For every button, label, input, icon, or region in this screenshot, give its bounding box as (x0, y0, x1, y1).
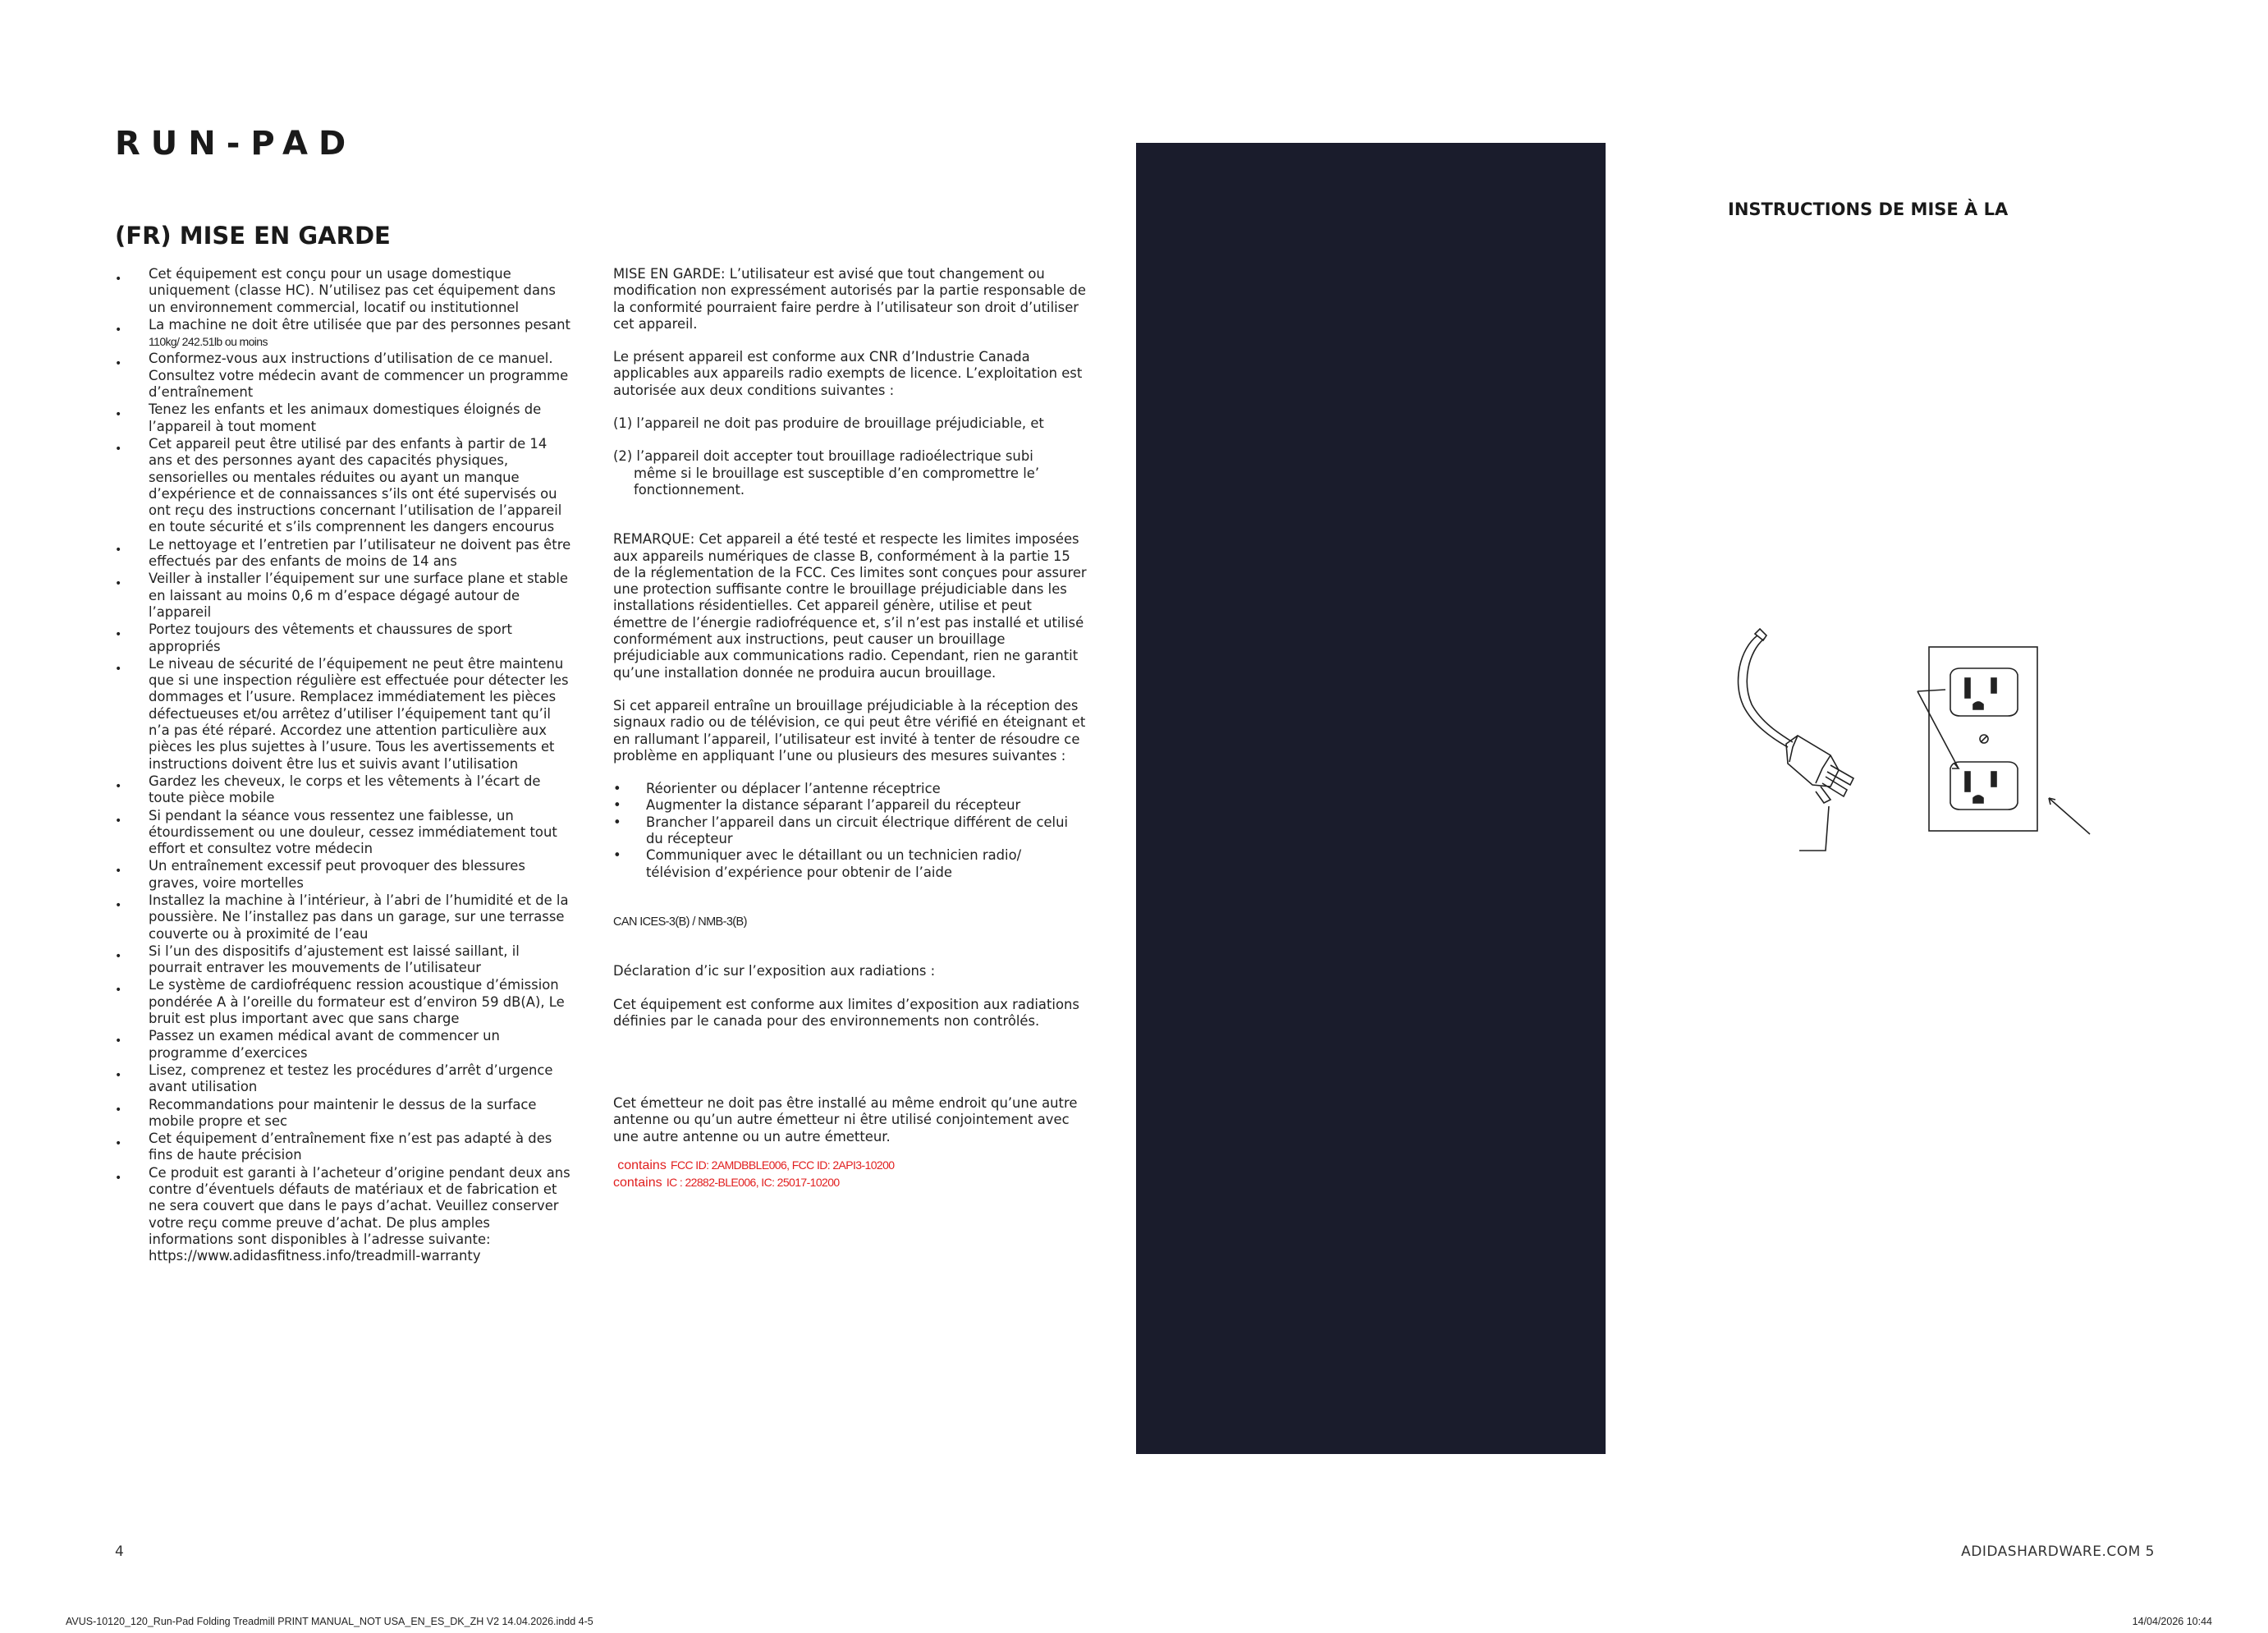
list-item (115, 622, 575, 655)
list-item (115, 892, 575, 943)
list-item (115, 1131, 575, 1164)
list-item (115, 773, 575, 807)
compliance-column (613, 266, 1089, 1192)
list-item (115, 1062, 575, 1096)
list-item-text: Recommandations pour maintenir le dessus de la surface mobile propre et sec (149, 1096, 537, 1129)
list-item-text: Conformez-vous aux instructions d’utilisation de ce manuel. Consultez votre médecin avant de commencer un programme d’entraînement (149, 351, 569, 401)
print-slug-filename: AVUS-10120_120_Run-Pad Folding Treadmill PRINT MANUAL_NOT USA_EN_ES_DK_ZH V2 14.04.2026.indd 4-5 (66, 1616, 593, 1627)
fcc-ids: FCC ID: 2AMDBBLE006, FCC ID: 2API3-10200 (671, 1158, 895, 1172)
list-item (115, 317, 575, 351)
page-number-left: 4 (115, 1544, 124, 1560)
dark-image-panel (1136, 143, 1606, 1454)
condition-1: (1) l’appareil ne doit pas produire de brouillage préjudiciable, et (613, 415, 1044, 432)
user-warning-paragraph: MISE EN GARDE: L’utilisateur est avisé que tout changement ou modification non expressément autorisés par la partie responsable de la conformité pourraient faire perdre à l’utilisateur son droit d’utiliser cet appareil. (613, 266, 1086, 332)
condition-2-line2: même si le brouillage est susceptible d’en compromettre le’ fonctionnement. (634, 465, 1040, 498)
list-item (115, 266, 575, 316)
list-item-text: Ce produit est garanti à l’acheteur d’origine pendant deux ans contre d’éventuels défauts de matériaux et de fabrication et ne sera couvert que dans le pays d’achat. Veuillez conserver votre reçu comme preuve d’achat. De plus amples informations sont disponibles à l’adresse suivante: https://www.adidasfitness.info/treadmill-warranty (149, 1164, 570, 1264)
list-item: • Réorienter ou déplacer l’antenne réceptrice (613, 781, 1089, 797)
list-item-text: Cet équipement d’entraînement fixe n’est pas adapté à des fins de haute précision (149, 1131, 552, 1163)
list-item (115, 401, 575, 435)
list-item-text: Cet appareil peut être utilisé par des enfants à partir de 14 ans et des personnes ayant des capacités physiques, sensorielles ou mentales réduites ou ayant un manque d’expérience et de connaissances s’ils ont été supervisés ou ont reçu des instructions concernant l’utilisation de l’appareil en toute sécurité et s’ils comprennent les dangers encourus (149, 435, 562, 535)
list-item-text: Veiller à installer l’équipement sur une surface plane et stable en laissant au moins 0,6 m d’espace dégagé autour de l’appareil (149, 571, 569, 620)
list-item (115, 943, 575, 977)
list-item-text: Tenez les enfants et les animaux domestiques éloignés de l’appareil à tout moment (149, 401, 542, 434)
list-item: • Communiquer avec le détaillant ou un technicien radio/ télévision d’expérience pour obtenir de l’aide (613, 847, 1089, 881)
measures-list (613, 781, 1089, 881)
list-item (115, 977, 575, 1027)
list-item (115, 1165, 575, 1265)
list-item (115, 858, 575, 892)
list-item-text: Un entraînement excessif peut provoquer des blessures graves, voire mortelles (149, 858, 525, 891)
list-item (115, 537, 575, 571)
fcc-id-line (613, 1157, 1089, 1174)
list-item-text: Le nettoyage et l’entretien par l’utilisateur ne doivent pas être effectués par des enfants de moins de 14 ans (149, 536, 571, 570)
fcc-remark-paragraph: REMARQUE: Cet appareil a été testé et respecte les limites imposées aux appareils numériques de classe B, conformément à la partie 15 de la réglementation de la FCC. Ces limites sont conçues pour assurer une protection suffisante contre le brouillage préjudiciable dans les installations résidentielles. Cet appareil génère, utilise et peut émettre de l’énergie radiofréquence et, s’il n’est pas installé et utilisé conformément aux instructions, peut causer un brouillage préjudiciable aux communications radio. Cependant, rien ne garantit qu’une installation donnée ne produira aucun brouillage. (613, 531, 1087, 681)
interference-paragraph: Si cet appareil entraîne un brouillage préjudiciable à la réception des signaux radio ou de télévision, ce qui peut être vérifié en éteignant et en rallumant l’appareil, l’utilisateur est invité à tenter de résoudre ce problème en appliquant l’une ou plusieurs des mesures suivantes : (613, 697, 1086, 764)
install-title: INSTRUCTIONS DE MISE À LA (1728, 200, 2009, 219)
list-item-text: Portez toujours des vêtements et chaussures de sport appropriés (149, 622, 512, 654)
weight-limit: 110kg/ 242.51lb ou moins (149, 335, 268, 349)
list-item (115, 1028, 575, 1062)
list-item-text: Passez un examen médical avant de commencer un programme d’exercices (149, 1028, 500, 1061)
brand-logo: RUN-PAD (115, 125, 357, 163)
page-footer-right: ADIDASHARDWARE.COM 5 (1961, 1544, 2155, 1560)
ic-id-line (613, 1174, 1089, 1191)
list-item (115, 808, 575, 858)
list-item-text: Gardez les cheveux, le corps et les vêtements à l’écart de toute pièce mobile (149, 773, 541, 806)
list-item-text: Le niveau de sécurité de l’équipement ne peut être maintenu que si une inspection régulière est effectuée pour détecter les dommages et l’usure. Remplacez immédiatement les pièces défectueuses et/ou arrêtez d’utiliser l’équipement tant qu’il n’a pas été réparé. Accordez une attention particulière aux pièces les plus sujettes à l’usure. Tous les avertissements et instructions doivent être lus et suivis avant l’utilisation (149, 655, 569, 772)
ic-ids: IC : 22882-BLE006, IC: 25017-10200 (666, 1176, 840, 1190)
contains-label: contains (613, 1176, 662, 1190)
plug-and-outlet-illustration (1707, 624, 2101, 854)
print-slug-date: 14/04/2026 10:44 (2132, 1616, 2212, 1627)
condition-2-line1: (2) l’appareil doit accepter tout brouillage radioélectrique subi (613, 448, 1033, 465)
contains-label: contains (617, 1158, 667, 1172)
list-item-text: Si pendant la séance vous ressentez une faiblesse, un étourdissement ou une douleur, cessez immédiatement tout effort et consultez votre médecin (149, 807, 557, 857)
list-item (115, 656, 575, 773)
list-item (115, 571, 575, 621)
list-item-text: Installez la machine à l’intérieur, à l’abri de l’humidité et de la poussière. Ne l’installez pas dans un garage, sur une terrasse couverte ou à proximité de l’eau (149, 892, 569, 942)
list-item: • Brancher l’appareil dans un circuit électrique différent de celui du récepteur (613, 814, 1089, 848)
list-item-text: Lisez, comprenez et testez les procédures d’arrêt d’urgence avant utilisation (149, 1062, 553, 1095)
list-item (115, 436, 575, 536)
emitter-paragraph: Cet émetteur ne doit pas être installé au même endroit qu’une autre antenne ou qu’un autre émetteur ni être utilisé conjointement avec une autre antenne ou un autre émetteur. (613, 1095, 1078, 1144)
list-item (115, 1097, 575, 1131)
list-item: • Augmenter la distance séparant l’appareil du récepteur (613, 797, 1089, 814)
exposure-paragraph: Cet équipement est conforme aux limites d’exposition aux radiations définies par le canada pour des environnements non contrôlés. (613, 996, 1079, 1029)
list-item (115, 351, 575, 401)
list-item-text: Le système de cardiofréquenc ression acoustique d’émission pondérée A à l’oreille du formateur est d’environ 59 dB(A), Le bruit est plus important avec que sans charge (149, 977, 565, 1027)
list-item-text: La machine ne doit être utilisée que par des personnes pesant (149, 316, 570, 333)
warning-title: (FR) MISE EN GARDE (115, 222, 391, 250)
list-item-text: Si l’un des dispositifs d’ajustement est laissé saillant, il pourrait entraver les mouvements de l’utilisateur (149, 943, 520, 976)
warning-list (115, 266, 575, 1266)
can-ices-code: CAN ICES-3(B) / NMB-3(B) (613, 915, 747, 929)
industry-canada-paragraph: Le présent appareil est conforme aux CNR d’Industrie Canada applicables aux appareils radio exempts de licence. L’exploitation est autorisée aux deux conditions suivantes : (613, 349, 1083, 398)
list-item-text: Cet équipement est conçu pour un usage domestique uniquement (classe HC). N’utilisez pas cet équipement dans un environnement commercial, locatif ou institutionnel (149, 266, 556, 315)
ic-declaration-title: Déclaration d’ic sur l’exposition aux radiations : (613, 963, 936, 979)
